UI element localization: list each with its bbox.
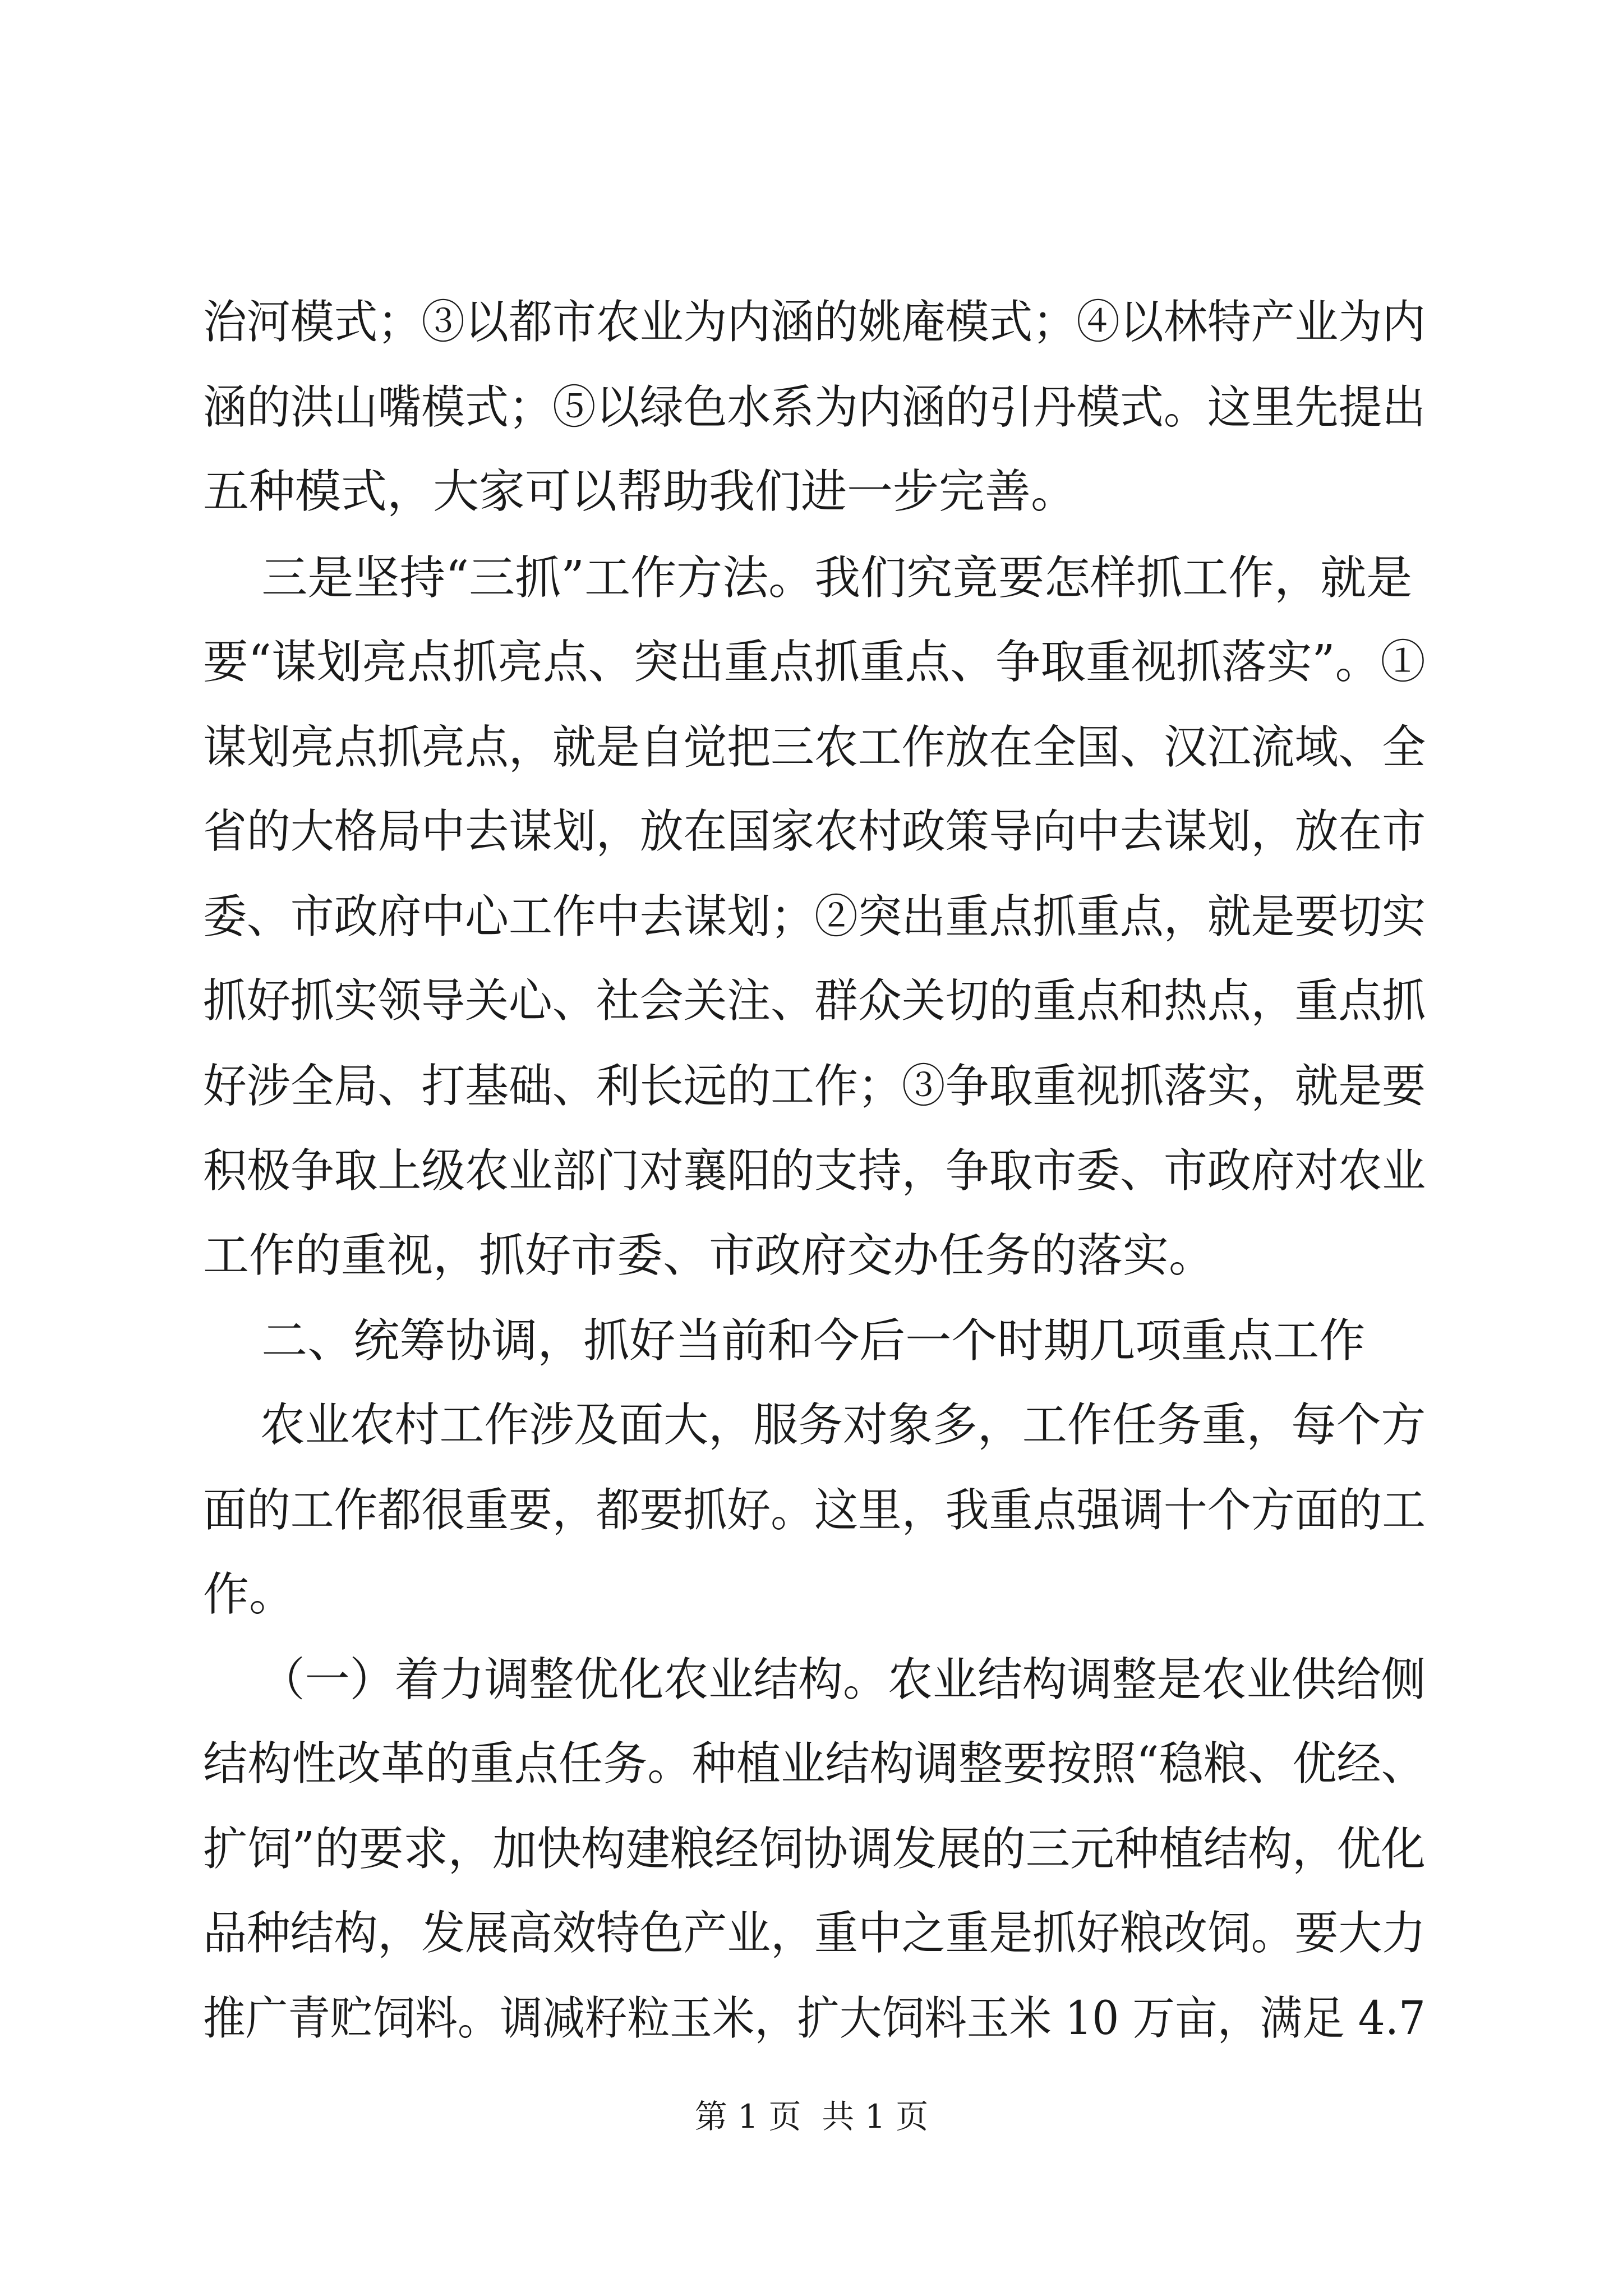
paragraph-line: 治河模式；③以都市农业为内涵的姚庵模式；④以林特产业为内 [203,296,1426,349]
paragraph-line: 谋划亮点抓亮点，就是自觉把三农工作放在全国、汉江流域、全 [203,721,1426,774]
paragraph-line: 积极争取上级农业部门对襄阳的支持，争取市委、市政府对农业 [203,1144,1426,1198]
paragraph-line: 扩饲”的要求，加快构建粮经饲协调发展的三元种植结构，优化 [203,1823,1426,1876]
paragraph-line: 抓好抓实领导关心、社会关注、群众关切的重点和热点，重点抓 [203,974,1426,1028]
paragraph-line: 要“谋划亮点抓亮点、突出重点抓重点、争取重视抓落实”。① [203,636,1426,689]
paragraph-line: 省的大格局中去谋划，放在国家农村政策导向中去谋划，放在市 [203,805,1426,858]
paragraph-line: 二、统筹协调，抓好当前和今后一个时期几项重点工作 [203,1314,1366,1368]
paragraph-line: 涵的洪山嘴模式；⑤以绿色水系为内涵的引丹模式。这里先提出 [203,381,1426,434]
paragraph-line: 品种结构，发展高效特色产业，重中之重是抓好粮改饲。要大力 [203,1907,1426,1960]
paragraph-line: 五种模式，大家可以帮助我们进一步完善。 [203,465,1077,518]
paragraph-line: 农业农村工作涉及面大，服务对象多，工作任务重，每个方 [203,1398,1426,1452]
paragraph-line: （一）着力调整优化农业结构。农业结构调整是农业供给侧 [203,1653,1426,1706]
paragraph-line: 好涉全局、打基础、利长远的工作；③争取重视抓落实，就是要 [203,1060,1426,1113]
paragraph-line: 推广青贮饲料。调减籽粒玉米，扩大饲料玉米 10 万亩，满足 4.7 [203,1992,1426,2045]
paragraph-line: 三是坚持“三抓”工作方法。我们究竟要怎样抓工作，就是 [203,551,1413,605]
paragraph-line: 委、市政府中心工作中去谋划；②突出重点抓重点，就是要切实 [203,890,1426,944]
paragraph-line: 工作的重视，抓好市委、市政府交办任务的落实。 [203,1229,1215,1282]
page-footer: 第 1 页 共 1 页 [694,2097,929,2136]
paragraph-line: 面的工作都很重要，都要抓好。这里，我重点强调十个方面的工 [203,1484,1426,1537]
paragraph-line: 作。 [203,1568,296,1621]
paragraph-line: 结构性改革的重点任务。种植业结构调整要按照“稳粮、优经、 [203,1737,1426,1791]
